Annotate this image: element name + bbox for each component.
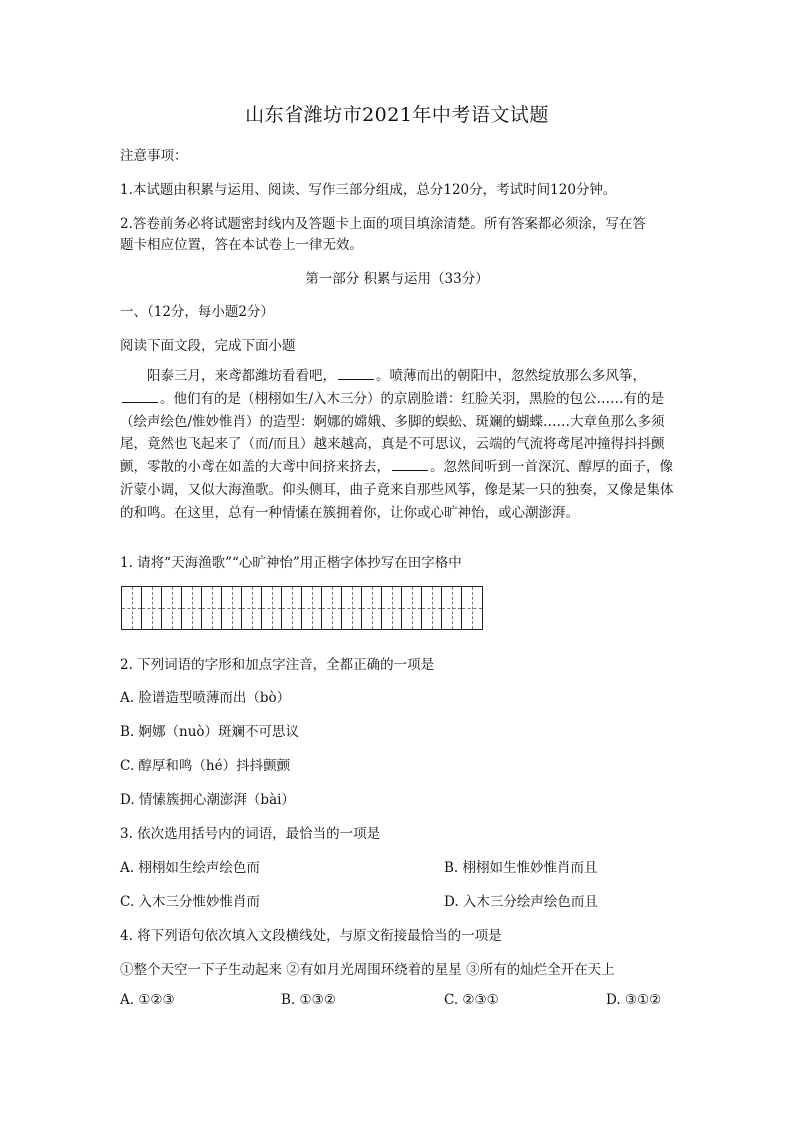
question-2-stem: 2. 下列词语的字形和加点字注音，全都正确的一项是 xyxy=(120,657,435,673)
question-2-option-a: A. 脸谱造型喷薄而出（bò） xyxy=(120,690,291,706)
grid-cell[interactable] xyxy=(302,587,322,629)
grid-cell[interactable] xyxy=(382,587,402,629)
grid-cell[interactable] xyxy=(342,587,362,629)
tian-zi-grid[interactable] xyxy=(121,586,483,630)
passage-part-4: 。忽然间听到一首深沉、醇厚的面子，像沂蒙小调，又似大海渔歌。仰头侧耳，曲子竟来自那些风筝，像是某一只的独奏，又像是集体的和鸣。在这里，总有一种情愫在簇拥着你，让你或心旷神怡，或心潮澎湃。 xyxy=(120,459,674,521)
question-2-option-c: C. 醇厚和鸣（hé）抖抖颤颤 xyxy=(120,758,291,774)
question-3-option-d: D. 入木三分绘声绘色而且 xyxy=(444,894,598,910)
grid-cell[interactable] xyxy=(322,587,342,629)
question-4-sentences: ①整个天空一下子生动起来 ②有如月光周围环绕着的星星 ③所有的灿烂全开在天上 xyxy=(120,962,615,978)
question-2-option-d: D. 情愫簇拥心潮澎湃（bài） xyxy=(120,792,295,808)
question-1-stem: 1. 请将“天海渔歌”“心旷神怡”用正楷字体抄写在田字格中 xyxy=(120,555,462,571)
grid-cell[interactable] xyxy=(162,587,182,629)
question-4-option-d: D. ③①② xyxy=(606,992,662,1008)
question-4-option-a: A. ①②③ xyxy=(120,992,175,1008)
question-3-option-b: B. 栩栩如生惟妙惟肖而且 xyxy=(444,860,598,876)
grid-cell[interactable] xyxy=(442,587,462,629)
notice-header: 注意事项： xyxy=(120,148,188,164)
passage-part-1: 阳泰三月，来鸢都潍坊看看吧， xyxy=(147,368,336,384)
fill-blank-3 xyxy=(392,458,428,471)
grid-cell[interactable] xyxy=(422,587,442,629)
grid-cell[interactable] xyxy=(202,587,222,629)
grid-cell[interactable] xyxy=(242,587,262,629)
grid-cell[interactable] xyxy=(222,587,242,629)
passage-part-2: 。喷薄而出的朝阳中，忽然绽放那么多风筝， xyxy=(376,368,646,384)
notice-item-1: 1.本试题由积累与运用、阅读、写作三部分组成，总分120分，考试时间120分钟。 xyxy=(120,182,617,198)
grid-cell[interactable] xyxy=(362,587,382,629)
section-1-heading: 一、（12分，每小题2分） xyxy=(120,304,275,320)
grid-cell[interactable] xyxy=(282,587,302,629)
page-title: 山东省潍坊市2021年中考语文试题 xyxy=(245,104,549,126)
grid-cell[interactable] xyxy=(462,587,482,629)
question-4-option-c: C. ②③① xyxy=(444,992,499,1008)
question-3-stem: 3. 依次选用括号内的词语，最恰当的一项是 xyxy=(120,826,381,842)
grid-cell[interactable] xyxy=(262,587,282,629)
fill-blank-2 xyxy=(122,390,158,403)
grid-cell[interactable] xyxy=(142,587,162,629)
fill-blank-1 xyxy=(338,367,374,380)
question-3-option-c: C. 入木三分惟妙惟肖而 xyxy=(120,894,260,910)
grid-cell[interactable] xyxy=(122,587,142,629)
question-4-stem: 4. 将下列语句依次填入文段横线处，与原文衔接最恰当的一项是 xyxy=(120,928,502,944)
notice-item-2-line-1: 2.答卷前务必将试题密封线内及答题卡上面的项目填涂清楚。所有答案都必须涂，写在答 xyxy=(120,216,646,232)
question-3-option-a: A. 栩栩如生绘声绘色而 xyxy=(120,860,260,876)
part-1-heading: 第一部分 积累与运用（33分） xyxy=(305,271,489,287)
grid-cell[interactable] xyxy=(182,587,202,629)
question-2-option-b: B. 婀娜（nuò）斑斓不可思议 xyxy=(120,724,300,740)
grid-cell[interactable] xyxy=(402,587,422,629)
passage-part-3: 。他们有的是（栩栩如生/入木三分）的京剧脸谱：红脸关羽，黑脸的包公……有的是（绘声绘色/惟妙惟肖）的造型：婀娜的嫦娥、多脚的蜈蚣、斑斓的蝴蝶……大章鱼那么多须尾，竟然也飞起来了（而/而且）越来越高，真是不可思议，云端的气流将鸢尾冲撞得抖抖颤颤，零散的小鸢在如盖的大鸢中间挤来挤去， xyxy=(120,390,665,476)
notice-item-2-line-2: 题卡相应位置，答在本试卷上一律无效。 xyxy=(120,237,363,253)
question-4-option-b: B. ①③② xyxy=(281,992,336,1008)
reading-instruction: 阅读下面文段，完成下面小题 xyxy=(120,338,296,354)
reading-passage xyxy=(120,365,680,525)
